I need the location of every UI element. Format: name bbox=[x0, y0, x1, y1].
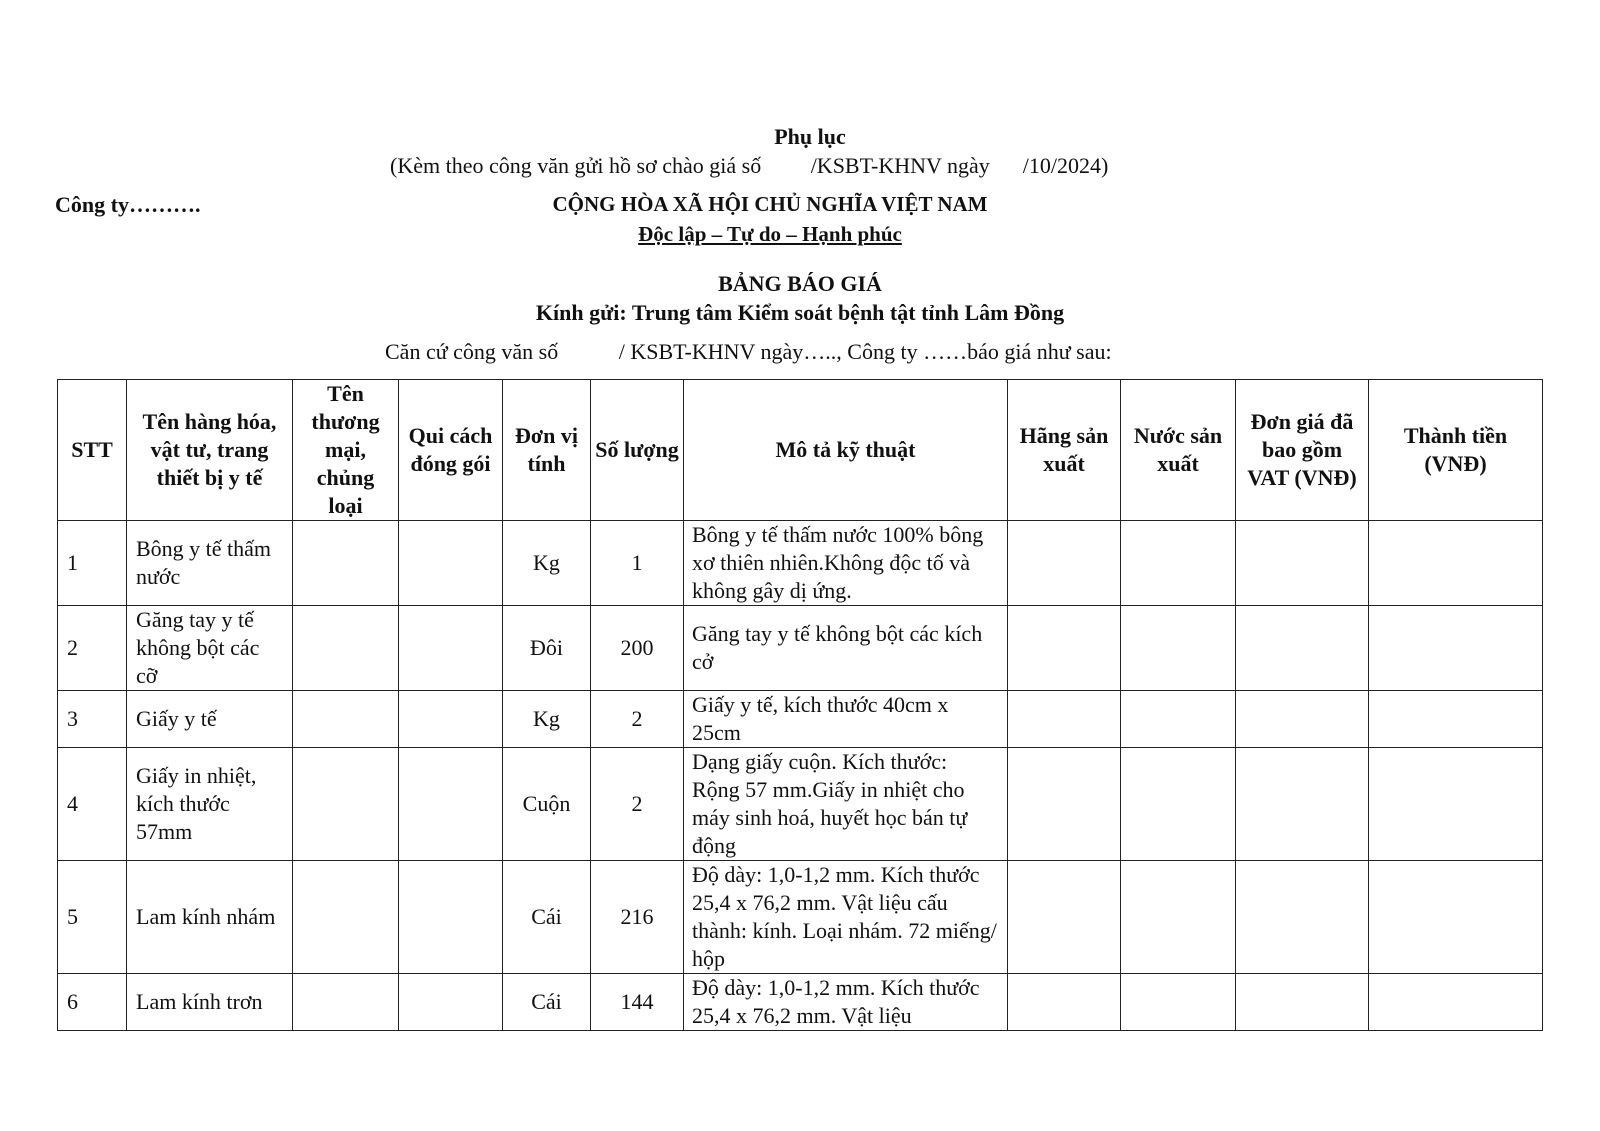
cell-packaging bbox=[399, 691, 503, 748]
cell-name: Bông y tế thấm nước bbox=[127, 521, 293, 606]
cell-stt: 2 bbox=[58, 606, 127, 691]
table-row bbox=[58, 606, 1543, 691]
col-header-trade-name: Tên thương mại, chủng loại bbox=[293, 380, 399, 521]
cell-stt: 6 bbox=[58, 974, 127, 1031]
cell-trade-name bbox=[293, 521, 399, 606]
cell-unit: Cuộn bbox=[503, 748, 591, 861]
col-header-packaging: Qui cách đóng gói bbox=[399, 380, 503, 521]
cell-total bbox=[1369, 974, 1543, 1031]
table-row bbox=[58, 861, 1543, 974]
col-header-country: Nước sản xuất bbox=[1121, 380, 1236, 521]
cell-trade-name bbox=[293, 748, 399, 861]
cell-manufacturer bbox=[1008, 974, 1121, 1031]
col-header-total: Thành tiền (VNĐ) bbox=[1369, 380, 1543, 521]
cell-total bbox=[1369, 861, 1543, 974]
cell-description: Dạng giấy cuộn. Kích thước: Rộng 57 mm.Giấy in nhiệt cho máy sinh hoá, huyết học bán tự động bbox=[684, 748, 1008, 861]
recipient-line: Kính gửi: Trung tâm Kiểm soát bệnh tật tỉnh Lâm Đồng bbox=[535, 300, 1065, 325]
col-header-description: Mô tả kỹ thuật bbox=[684, 380, 1008, 521]
cell-name: Lam kính nhám bbox=[127, 861, 293, 974]
motto bbox=[520, 222, 1020, 247]
cell-name: Găng tay y tế không bột các cỡ bbox=[127, 606, 293, 691]
col-header-stt: STT bbox=[58, 380, 127, 521]
cell-quantity: 216 bbox=[591, 861, 684, 974]
cell-description: Độ dày: 1,0-1,2 mm. Kích thước 25,4 x 76,2 mm. Vật liệu cấu thành: kính. Loại nhám. 72 miếng/ hộp bbox=[684, 861, 1008, 974]
cell-unit-price bbox=[1236, 861, 1369, 974]
cell-quantity: 1 bbox=[591, 521, 684, 606]
cell-manufacturer bbox=[1008, 748, 1121, 861]
cell-packaging bbox=[399, 606, 503, 691]
cell-description bbox=[684, 974, 1008, 1031]
motto-text: Độc lập – Tự do – Hạnh phúc bbox=[638, 222, 902, 246]
table-row bbox=[58, 748, 1543, 861]
col-header-name: Tên hàng hóa, vật tư, trang thiết bị y tế bbox=[127, 380, 293, 521]
cell-trade-name bbox=[293, 974, 399, 1031]
cell-packaging bbox=[399, 861, 503, 974]
cell-name: Lam kính trơn bbox=[127, 974, 293, 1031]
cell-packaging bbox=[399, 521, 503, 606]
cell-stt: 5 bbox=[58, 861, 127, 974]
cell-trade-name bbox=[293, 606, 399, 691]
cell-total bbox=[1369, 691, 1543, 748]
cell-quantity: 2 bbox=[591, 748, 684, 861]
cell-quantity: 144 bbox=[591, 974, 684, 1031]
cell-unit: Kg bbox=[503, 521, 591, 606]
table-row bbox=[58, 521, 1543, 606]
cell-country bbox=[1121, 974, 1236, 1031]
cell-country bbox=[1121, 691, 1236, 748]
nation-heading: CỘNG HÒA XÃ HỘI CHỦ NGHĨA VIỆT NAM bbox=[552, 192, 988, 216]
quote-table bbox=[57, 379, 1543, 1031]
cell-country bbox=[1121, 748, 1236, 861]
cell-total bbox=[1369, 606, 1543, 691]
table-row bbox=[58, 974, 1543, 1031]
document-title: BẢNG BÁO GIÁ bbox=[718, 271, 882, 296]
cell-country bbox=[1121, 606, 1236, 691]
cell-unit-price bbox=[1236, 521, 1369, 606]
table-row bbox=[58, 691, 1543, 748]
cell-manufacturer bbox=[1008, 861, 1121, 974]
cell-unit: Đôi bbox=[503, 606, 591, 691]
cell-description: Giấy y tế, kích thước 40cm x 25cm bbox=[684, 691, 1008, 748]
col-header-unit: Đơn vị tính bbox=[503, 380, 591, 521]
cell-manufacturer bbox=[1008, 521, 1121, 606]
col-header-quantity: Số lượng bbox=[591, 380, 684, 521]
cell-name: Giấy y tế bbox=[127, 691, 293, 748]
cell-trade-name bbox=[293, 691, 399, 748]
cell-unit: Cái bbox=[503, 861, 591, 974]
cell-unit-price bbox=[1236, 606, 1369, 691]
cell-packaging bbox=[399, 974, 503, 1031]
cell-total bbox=[1369, 521, 1543, 606]
cell-unit: Cái bbox=[503, 974, 591, 1031]
cell-trade-name bbox=[293, 861, 399, 974]
col-header-manufacturer: Hãng sản xuất bbox=[1008, 380, 1121, 521]
cell-manufacturer bbox=[1008, 691, 1121, 748]
cell-country bbox=[1121, 861, 1236, 974]
company-name: Công ty………. bbox=[55, 192, 201, 217]
cell-description: Găng tay y tế không bột các kích cở bbox=[684, 606, 1008, 691]
cell-total bbox=[1369, 748, 1543, 861]
cell-name: Giấy in nhiệt, kích thước 57mm bbox=[127, 748, 293, 861]
appendix-title: Phụ lục bbox=[774, 124, 846, 149]
cell-unit-price bbox=[1236, 974, 1369, 1031]
cell-quantity: 200 bbox=[591, 606, 684, 691]
table-header-row bbox=[58, 380, 1543, 521]
cell-description-text: Độ dày: 1,0-1,2 mm. Kích thước 25,4 x 76,2 mm. Vật liệu bbox=[692, 975, 980, 1028]
col-header-unit-price: Đơn giá đã bao gồm VAT (VNĐ) bbox=[1236, 380, 1369, 521]
cell-unit-price bbox=[1236, 748, 1369, 861]
basis-line: Căn cứ công văn số / KSBT-KHNV ngày….., Công ty ……báo giá như sau: bbox=[385, 339, 1112, 364]
cell-stt: 1 bbox=[58, 521, 127, 606]
cell-stt: 3 bbox=[58, 691, 127, 748]
cell-unit-price bbox=[1236, 691, 1369, 748]
appendix-subtitle: (Kèm theo công văn gửi hồ sơ chào giá số /KSBT-KHNV ngày /10/2024) bbox=[390, 153, 1109, 178]
cell-manufacturer bbox=[1008, 606, 1121, 691]
cell-unit: Kg bbox=[503, 691, 591, 748]
cell-stt: 4 bbox=[58, 748, 127, 861]
cell-country bbox=[1121, 521, 1236, 606]
cell-packaging bbox=[399, 748, 503, 861]
cell-description: Bông y tế thấm nước 100% bông xơ thiên nhiên.Không độc tố và không gây dị ứng. bbox=[684, 521, 1008, 606]
cell-quantity: 2 bbox=[591, 691, 684, 748]
